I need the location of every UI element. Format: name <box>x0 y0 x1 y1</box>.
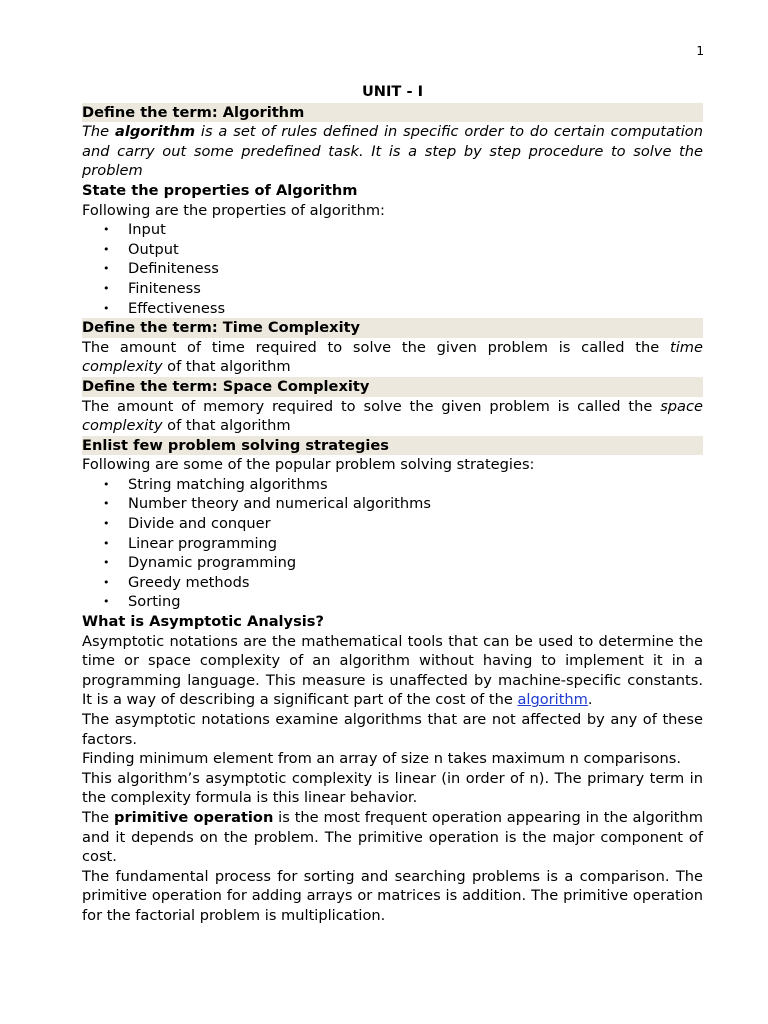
bullet-icon: • <box>103 262 110 276</box>
unit-title: UNIT - I <box>361 83 424 100</box>
answer-italic-term: time complexity <box>82 338 703 376</box>
list-item <box>82 299 703 319</box>
list-item <box>82 573 703 593</box>
list-item <box>82 553 703 573</box>
list-item-text: Sorting <box>128 593 181 611</box>
list-item <box>82 240 703 260</box>
paragraph-text: Asymptotic notations are the mathematical tools that can be used to determine the time or space complexity of an algorithm without having to implement it in a programming language. This measure is unaffected by machine-specific constants. It is a way of describing a significant part of the cost of the <box>82 632 703 709</box>
paragraph-text: is the most frequent operation appearing in the algorithm and it depends on the problem. The primitive operation is the major component of cost. <box>82 808 703 866</box>
asymptotic-paragraph-4: This algorithm’s asymptotic complexity is linear (in order of n). The primary term in the complexity formula is this linear behavior. <box>82 769 703 807</box>
bullet-icon: • <box>103 301 110 315</box>
answer-time-complexity <box>82 338 703 377</box>
answer-bold-term: algorithm <box>114 123 196 141</box>
strategies-list <box>82 475 703 612</box>
bullet-icon: • <box>103 242 110 256</box>
answer-algorithm <box>82 122 703 181</box>
bullet-icon: • <box>103 281 110 295</box>
list-item <box>82 475 703 495</box>
list-item <box>82 220 703 240</box>
list-item <box>82 259 703 279</box>
heading-strategies: Enlist few problem solving strategies <box>82 436 703 456</box>
list-item-text: Greedy methods <box>128 573 250 591</box>
paragraph-text: The <box>82 808 114 826</box>
strategies-intro: Following are some of the popular problem solving strategies: <box>82 456 535 474</box>
answer-text: of that algorithm <box>162 358 291 376</box>
heading-time-complexity: Define the term: Time Complexity <box>82 318 703 338</box>
heading-properties: State the properties of Algorithm <box>82 181 358 199</box>
answer-space-complexity <box>82 397 703 436</box>
bullet-icon: • <box>103 477 110 491</box>
asymptotic-paragraph-5 <box>82 808 703 867</box>
bullet-icon: • <box>103 575 110 589</box>
list-item-text: String matching algorithms <box>128 475 328 493</box>
list-item-text: Dynamic programming <box>128 554 297 572</box>
asymptotic-paragraph-3: Finding minimum element from an array of size n takes maximum n comparisons. <box>82 750 682 768</box>
paragraph-bold-term: primitive operation <box>114 808 274 826</box>
list-item-text: Effectiveness <box>128 299 226 317</box>
bullet-icon: • <box>103 517 110 531</box>
bullet-icon: • <box>103 556 110 570</box>
algorithm-link[interactable]: algorithm <box>517 691 588 709</box>
list-item <box>82 514 703 534</box>
properties-intro: Following are the properties of algorithm: <box>82 201 385 219</box>
properties-list <box>82 220 703 318</box>
answer-text: The <box>82 123 115 141</box>
asymptotic-paragraph-2: The asymptotic notations examine algorithms that are not affected by any of these factors. <box>82 711 703 748</box>
answer-text: of that algorithm <box>162 417 291 435</box>
answer-text: The amount of memory required to solve the given problem is called the <box>82 397 661 415</box>
answer-italic-term: space complexity <box>82 397 703 435</box>
heading-asymptotic-analysis: What is Asymptotic Analysis? <box>82 613 324 631</box>
list-item-text: Linear programming <box>128 534 278 552</box>
heading-algorithm: Define the term: Algorithm <box>82 103 703 123</box>
list-item-text: Input <box>128 221 166 239</box>
answer-text: is a set of rules defined in specific order to do certain computation and carry out some predefined task. It is a step by step procedure to solve the problem <box>82 123 703 180</box>
list-item-text: Divide and conquer <box>128 515 271 533</box>
list-item-text: Output <box>128 240 179 258</box>
list-item <box>82 279 703 299</box>
document-body <box>82 82 703 926</box>
answer-text: The amount of time required to solve the given problem is called the <box>82 338 671 356</box>
bullet-icon: • <box>103 595 110 609</box>
page-number: 1 <box>696 44 704 58</box>
paragraph-text: . <box>587 691 593 709</box>
list-item <box>82 534 703 554</box>
list-item <box>82 494 703 514</box>
list-item-text: Finiteness <box>128 279 201 297</box>
bullet-icon: • <box>103 536 110 550</box>
bullet-icon: • <box>103 497 110 511</box>
asymptotic-paragraph-6: The fundamental process for sorting and searching problems is a comparison. The primitive operation for adding arrays or matrices is addition. The primitive operation for the factorial problem is multiplication. <box>82 867 703 924</box>
heading-space-complexity: Define the term: Space Complexity <box>82 377 703 397</box>
bullet-icon: • <box>103 223 110 237</box>
list-item-text: Definiteness <box>128 260 219 278</box>
asymptotic-paragraph-1 <box>82 632 703 710</box>
list-item <box>82 592 703 612</box>
list-item-text: Number theory and numerical algorithms <box>128 495 431 513</box>
